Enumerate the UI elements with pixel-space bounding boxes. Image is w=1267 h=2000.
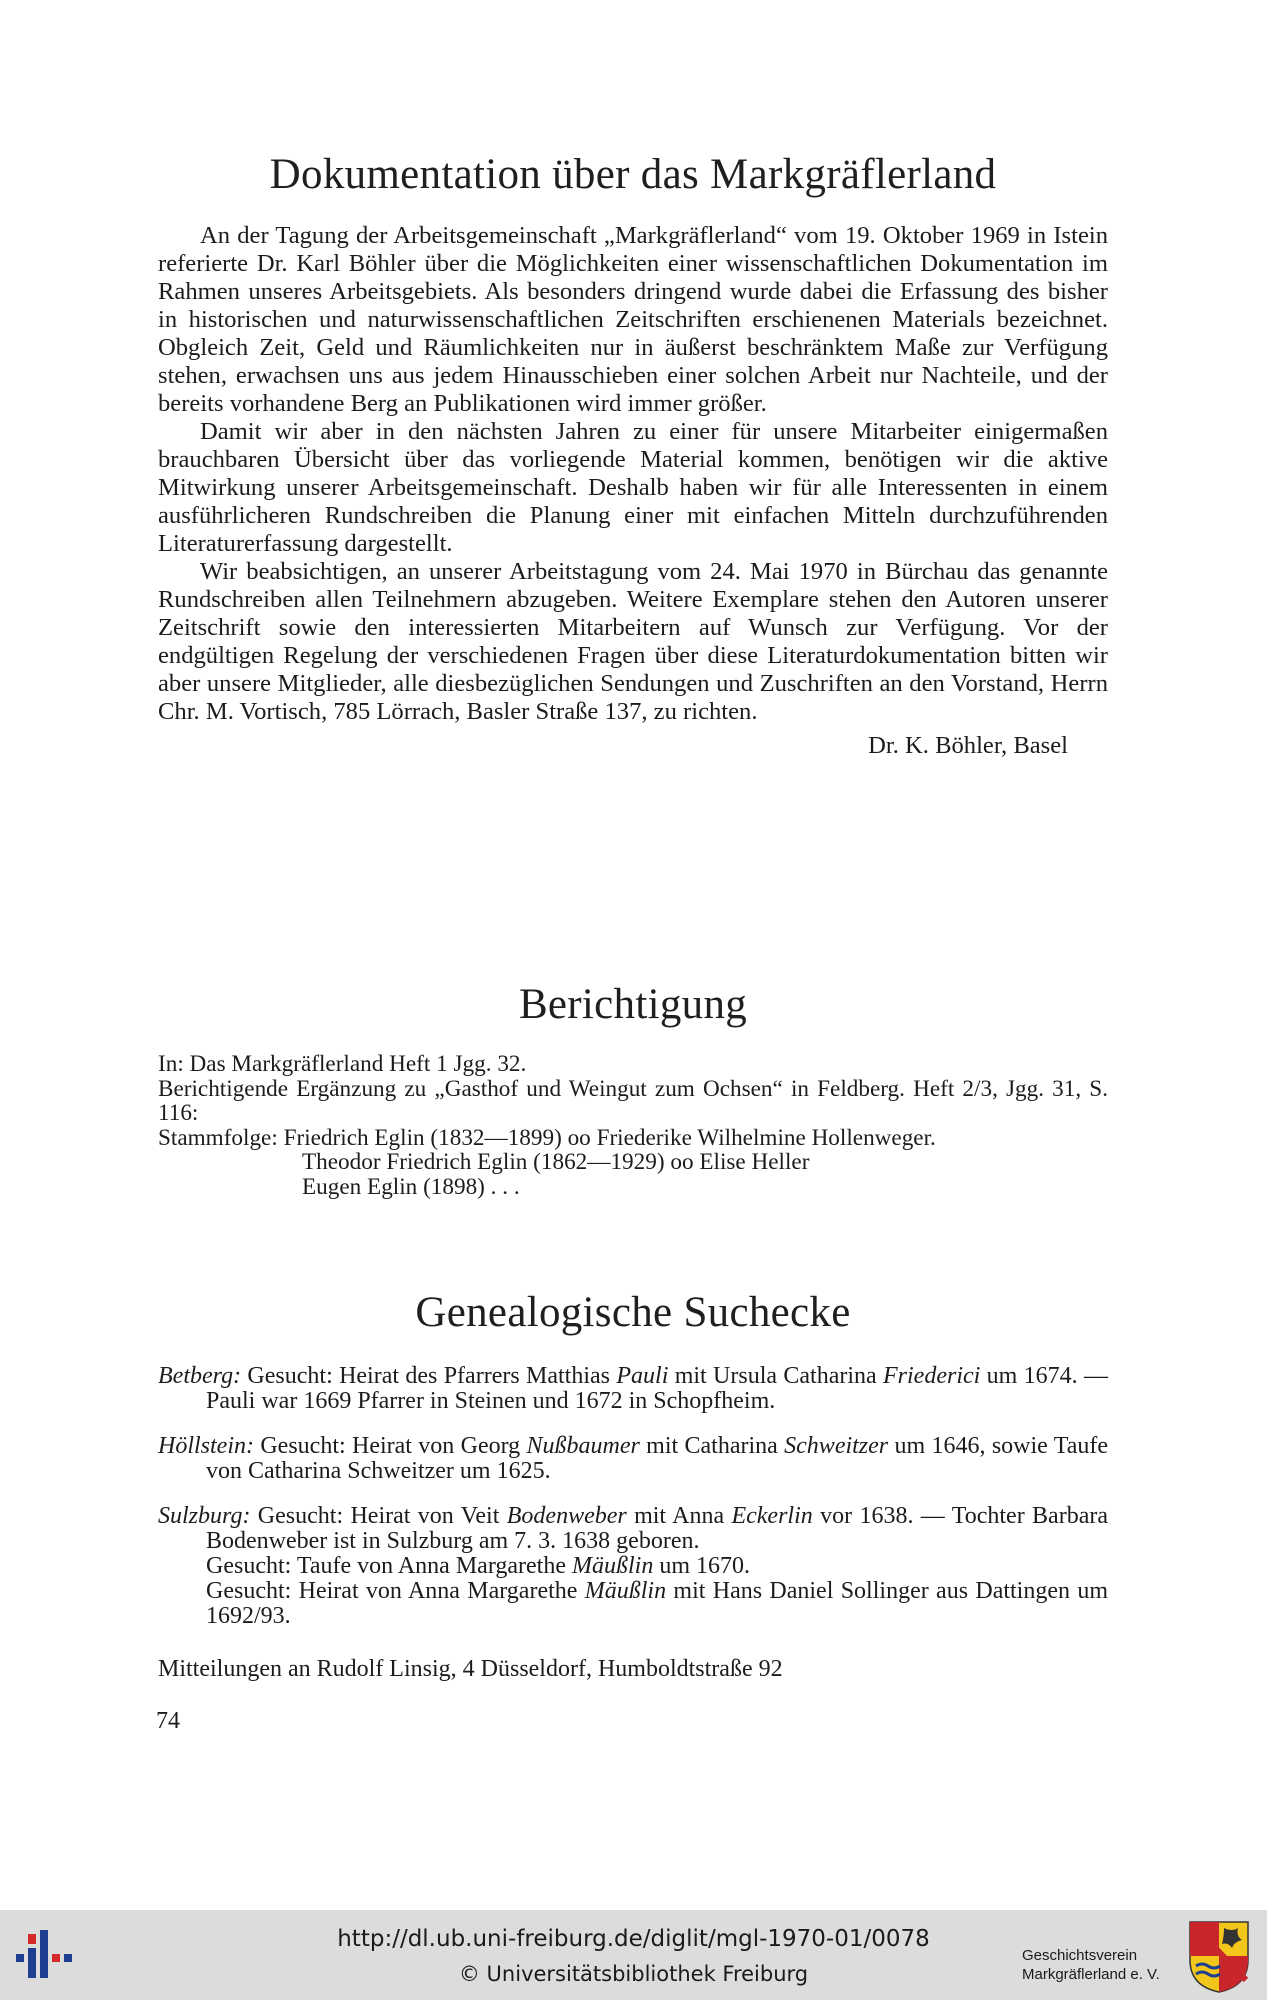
entry-surname: Mäußlin — [584, 1578, 667, 1604]
author-signature: Dr. K. Böhler, Basel — [868, 732, 1068, 759]
correction-reference: Berichtigende Ergänzung zu „Gasthof und Weingut zum Ochsen“ in Feldberg. Heft 2/3, Jgg. 31, S. 116: — [158, 1075, 1108, 1126]
entry-surname: Pauli — [616, 1363, 669, 1389]
paragraph-3: Wir beabsichtigen, an unserer Arbeitstagung vom 24. Mai 1970 in Bürchau das genannte Rundschreiben allen Teilnehmern abzugeben. Weitere Exemplare stehen den Autoren unserer Zeitschrift sowie den interessierten Mitarbeitern auf Wunsch zur Verfügung. Vor der endgültigen Regelung der verschiedenen Fragen über diese Literaturdokumentation bitten wir aber unsere Mitglieder, alle diesbezüglichen Sendungen und Zuschriften an den Vorstand, Herrn Chr. M. Vortisch, 785 Lörrach, Basler Straße 137, zu richten. — [158, 558, 1108, 725]
entry-text: Gesucht: Heirat von Anna Margarethe — [206, 1578, 585, 1604]
coat-of-arms-icon — [1188, 1920, 1250, 1994]
entry-continuation — [206, 1554, 1108, 1579]
entry-text: mit Anna — [626, 1503, 732, 1529]
footer-copyright: © Universitätsbibliothek Freiburg — [458, 1962, 809, 1986]
entry-hoellstein — [158, 1434, 1108, 1484]
entry-surname: Mäußlin — [572, 1553, 654, 1579]
entry-place: Sulzburg: — [158, 1503, 251, 1529]
entry-surname: Friederici — [883, 1363, 981, 1389]
entry-text: Gesucht: Heirat von Georg — [254, 1433, 527, 1459]
entry-place: Höllstein: — [158, 1433, 254, 1459]
footer-organization — [1022, 1946, 1182, 1984]
stammfolge-line-2: Theodor Friedrich Eglin (1862—1929) oo Elise Heller — [302, 1149, 810, 1175]
entry-surname: Bodenweber — [506, 1503, 627, 1529]
entry-text: mit Catharina — [639, 1433, 785, 1459]
section-title-suchecke: Genealogische Suchecke — [415, 1289, 851, 1336]
section-dokumentation — [158, 150, 1108, 199]
contact-line: Mitteilungen an Rudolf Linsig, 4 Düsseldorf, Humboldtstraße 92 — [158, 1656, 783, 1682]
paragraph-1: An der Tagung der Arbeitsgemeinschaft „Markgräflerland“ vom 19. Oktober 1969 in Istein referierte Dr. Karl Böhler über die Möglichkeiten einer wissenschaftlichen Dokumentation im Rahmen unseres Arbeitsgebiets. Als besonders dringend wurde dabei die Erfassung des bisher in historischen und naturwissenschaftlichen Zeitschriften erschienenen Materials bezeichnet. Obgleich Zeit, Geld und Räumlichkeiten nur in äußerst beschränktem Maße zur Verfügung stehen, erwachsen uns aus jedem Hinausschieben einer solchen Arbeit nur Nachteile, und der bereits vorhandene Berg an Publikationen wird immer größer. — [158, 222, 1108, 417]
correction-source: In: Das Markgräflerland Heft 1 Jgg. 32. — [158, 1051, 527, 1077]
section-suchecke-body — [158, 1364, 1108, 1682]
entry-surname: Eckerlin — [731, 1503, 813, 1529]
section-title-dokumentation: Dokumentation über das Markgräflerland — [269, 151, 997, 198]
page-number: 74 — [156, 1708, 180, 1734]
entry-continuation — [206, 1579, 1108, 1629]
entry-text: Gesucht: Heirat von Veit — [250, 1503, 507, 1529]
section-dokumentation-body — [158, 222, 1108, 760]
org-name-line-1: Geschichtsverein — [1022, 1947, 1138, 1964]
paragraph-2: Damit wir aber in den nächsten Jahren zu einer für unsere Mitarbeiter einigermaßen brauchbaren Übersicht über das vorliegende Material kommen, benötigen wir die aktive Mitwirkung unserer Arbeitsgemeinschaft. Deshalb haben wir für alle Interessenten in einem ausführlicheren Rundschreiben die Planung einer mit einfachen Mitteln durchzuführenden Literaturerfassung dargestellt. — [158, 418, 1108, 557]
entry-text: vor 1638. — Tochter Barbara Bodenweber ist in Sulzburg am 7. 3. 1638 geboren. — [206, 1503, 1108, 1554]
entry-text: um 1670. — [653, 1553, 750, 1579]
section-berichtigung-body — [158, 1052, 1108, 1199]
entry-text: mit Ursula Catharina — [668, 1363, 884, 1389]
entry-sulzburg — [158, 1504, 1108, 1629]
entry-text: Gesucht: Heirat des Pfarrers Matthias — [241, 1363, 617, 1389]
entry-surname: Schweitzer — [784, 1433, 889, 1459]
stammfolge-line-1: Stammfolge: Friedrich Eglin (1832—1899) oo Friederike Wilhelmine Hollenweger. — [158, 1124, 936, 1151]
entry-text: mit Hans Daniel Sollinger aus Dattingen um 1692/93. — [206, 1578, 1108, 1629]
footer-bar — [0, 1910, 1267, 2000]
entry-text: um 1646, sowie Taufe von Catharina Schweitzer um 1625. — [206, 1433, 1108, 1484]
org-name-line-2: Markgräflerland e. V. — [1022, 1966, 1160, 1983]
entry-text: um 1674. — Pauli war 1669 Pfarrer in Steinen und 1672 in Schopfheim. — [206, 1363, 1109, 1414]
footer-url-link[interactable]: http://dl.ub.uni-freiburg.de/diglit/mgl-1970-01/0078 — [337, 1926, 930, 1952]
section-title-berichtigung: Berichtigung — [518, 981, 748, 1028]
section-berichtigung — [158, 980, 1108, 1029]
entry-place: Betberg: — [158, 1363, 242, 1389]
section-suchecke — [158, 1288, 1108, 1337]
entry-text: Gesucht: Taufe von Anna Margarethe — [206, 1553, 572, 1579]
entry-surname: Nußbaumer — [526, 1433, 640, 1459]
stammfolge-line-3: Eugen Eglin (1898) . . . — [302, 1173, 520, 1200]
entry-betberg — [158, 1364, 1108, 1414]
